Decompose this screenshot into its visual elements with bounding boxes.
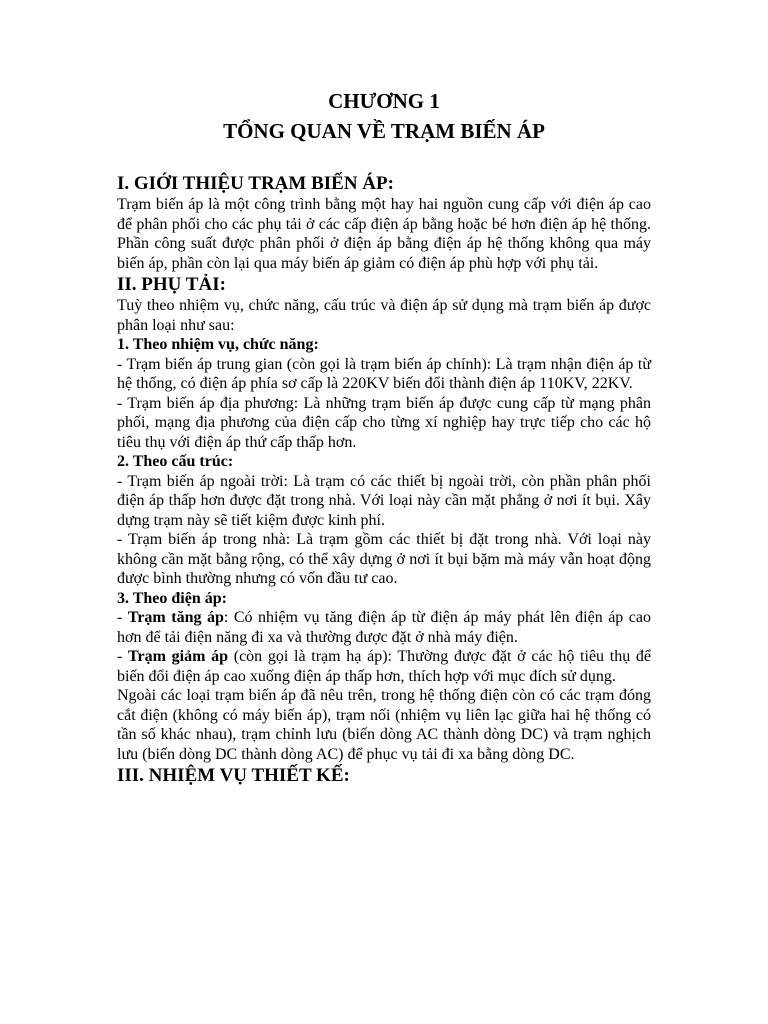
subsection-2-item-2: - Trạm biến áp trong nhà: Là trạm gồm các thiết bị đặt trong nhà. Với loại này không cần mặt bằng rộng, có thể xây dựng ở nơi ít bụi bặm mà máy vẫn hoạt động được bình thường nhưng có vốn đầu tư cao. xyxy=(117,531,651,587)
subsection-1-item-2: - Trạm biến áp địa phương: Là những trạm biến áp được cung cấp từ mạng phân phối, mạng địa phương của điện cấp cho từng xí nghiệp hay trực tiếp cho các hộ tiêu thụ với điện áp thứ cấp thấp hơn. xyxy=(117,394,651,451)
subsection-1-item-1: - Trạm biến áp trung gian (còn gọi là trạm biến áp chính): Là trạm nhận điện áp từ hệ thống, có điện áp phía sơ cấp là 220KV biến đổi thành điện áp 110KV, 22KV. xyxy=(117,355,651,392)
item-text: (còn gọi là trạm hạ áp): Thường được đặt ở các hộ tiêu thụ để biến đổi điện áp cao xuống điện áp thấp hơn, thích hợp với mục đích sử dụng. xyxy=(117,648,651,685)
chapter-title: TỔNG QUAN VỀ TRẠM BIẾN ÁP xyxy=(223,119,545,143)
section-1-body: Trạm biến áp là một công trình bằng một hay hai nguồn cung cấp với điện áp cao để phân phối cho các phụ tải ở các cấp điện áp bằng hoặc bé hơn điện áp hệ thống. Phần công suất được phân phối ở điện áp bằng điện áp hệ thống không qua máy biến áp, phần còn lại qua máy biến áp giảm có điện áp phù hợp với phụ tải. xyxy=(117,196,651,272)
subsection-1-heading: 1. Theo nhiệm vụ, chức năng: xyxy=(117,336,319,353)
item-prefix: - xyxy=(117,648,129,665)
step-down-term: Trạm giảm áp xyxy=(128,648,229,665)
document-body xyxy=(117,172,651,787)
subsection-2-heading: 2. Theo cấu trúc: xyxy=(117,453,234,470)
item-text: : Có nhiệm vụ tăng điện áp từ điện áp máy phát lên điện áp cao hơn để tải điện năng đi xa và thường được đặt ở nhà máy điện. xyxy=(117,609,652,646)
section-3-heading: III. NHIỆM VỤ THIẾT KẾ: xyxy=(117,765,350,786)
subsection-3-item-2 xyxy=(117,647,651,686)
subsection-3-item-1 xyxy=(117,608,651,647)
section-2-closing: Ngoài các loại trạm biến áp đã nêu trên, trong hệ thống điện còn có các trạm đóng cắt điện (không có máy biến áp), trạm nối (nhiệm vụ liên lạc giữa hai hệ thống có tần số khác nhau), trạm chỉnh lưu (biến dòng AC thành dòng DC) và trạm nghịch lưu (biến dòng DC thành dòng AC) để phục vụ tải đi xa bằng dòng DC. xyxy=(117,687,651,763)
subsection-3-heading: 3. Theo điện áp: xyxy=(117,589,227,607)
subsection-2-item-1: - Trạm biến áp ngoài trời: Là trạm có các thiết bị ngoài trời, còn phần phân phối điện áp thấp hơn được đặt trong nhà. Với loại này cần mặt phẳng ở nơi ít bụi. Xây dựng trạm này sẽ tiết kiệm được kinh phí. xyxy=(117,472,651,529)
item-prefix: - xyxy=(117,609,128,626)
chapter-number: CHƯƠNG 1 xyxy=(328,89,440,113)
section-1-heading: I. GIỚI THIỆU TRẠM BIẾN ÁP: xyxy=(117,173,394,194)
step-up-term: Trạm tăng áp xyxy=(127,609,224,626)
section-2-intro: Tuỳ theo nhiệm vụ, chức năng, cấu trúc và điện áp sử dụng mà trạm biến áp được phân loại như sau: xyxy=(117,297,651,334)
section-2-heading: II. PHỤ TẢI: xyxy=(117,274,226,295)
